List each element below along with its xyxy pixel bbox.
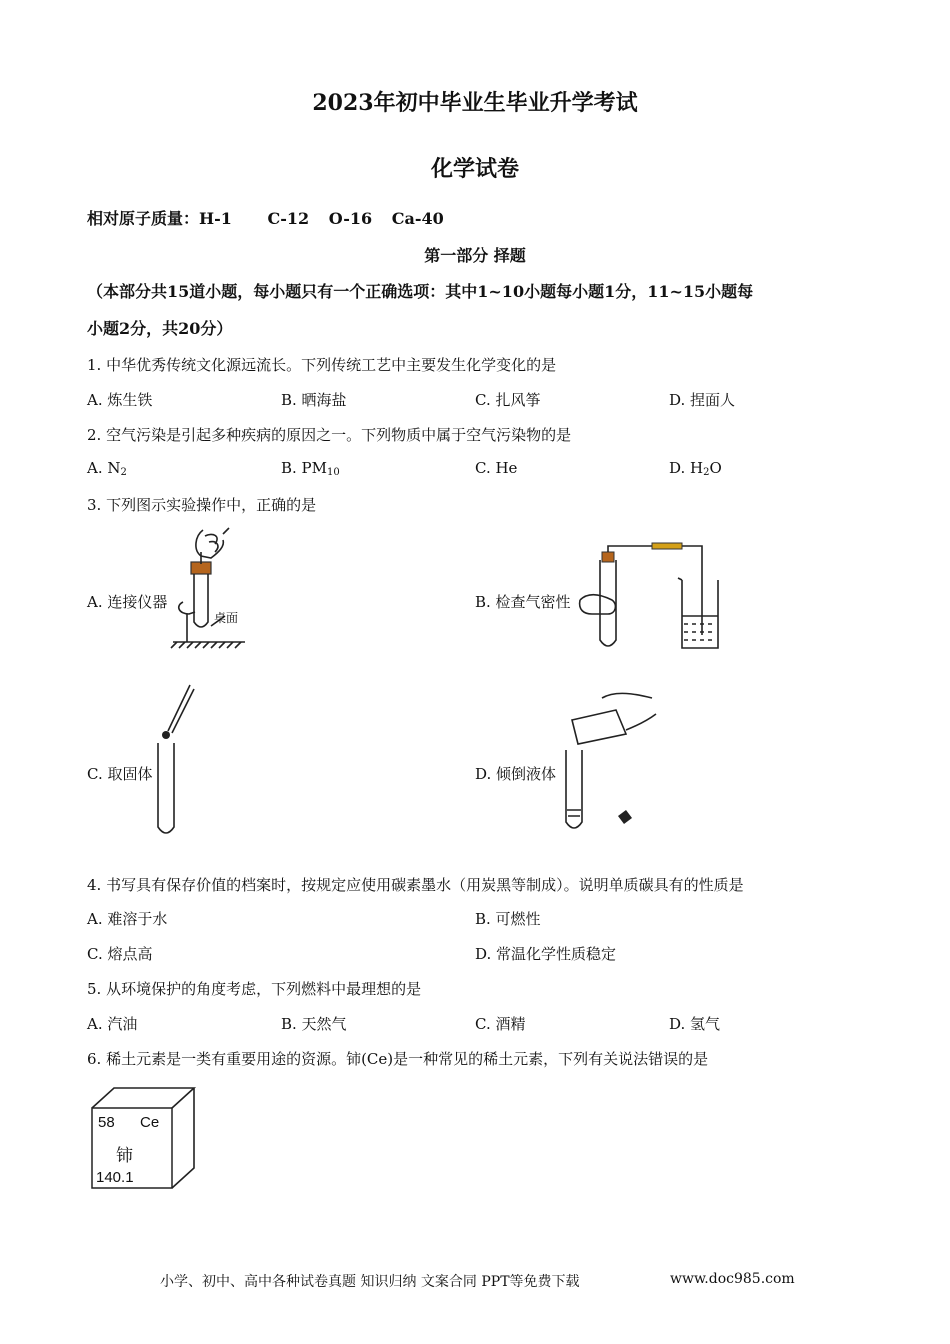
q2-option-d-tail: O <box>709 459 722 477</box>
instructions-line-2: 小题2分，共20分） <box>87 319 233 338</box>
q2-option-a-main: A. N <box>87 459 121 477</box>
q6-stem: 6. 稀土元素是一类有重要用途的资源。铈(Ce)是一种常见的稀土元素，下列有关说法错误的是 <box>87 1050 709 1068</box>
q3a-lower-hand <box>179 602 195 614</box>
q2-stem: 2. 空气污染是引起多种疾病的原因之一。下列物质中属于空气污染物的是 <box>87 426 572 444</box>
q3b-hand <box>580 595 616 614</box>
q3a-desk-label: 桌面 <box>214 611 239 625</box>
part-title: 第一部分 择题 <box>424 246 526 265</box>
q1-option-a[interactable]: A. 炼生铁 <box>87 391 153 409</box>
q3d-reagent-bottle <box>572 710 626 744</box>
q3-stem: 3. 下列图示实验操作中，正确的是 <box>87 496 317 514</box>
subject-title: 化学试卷 <box>430 156 519 182</box>
q5-option-a[interactable]: A. 汽油 <box>87 1015 138 1033</box>
exam-title: 2023年初中毕业生毕业升学考试 <box>312 90 638 116</box>
q2-option-b[interactable] <box>281 459 340 478</box>
q6-atomic-mass: 140.1 <box>96 1169 134 1186</box>
q2-option-d[interactable] <box>669 459 722 478</box>
q3b-beaker <box>678 578 718 648</box>
q3d-bottle-cap <box>618 810 632 824</box>
q3c-solid-particle <box>162 731 170 739</box>
q3b-test-tube <box>600 560 616 646</box>
q3a-glass-tube <box>223 528 229 534</box>
q2-option-c-main: C. He <box>475 459 518 477</box>
q5-stem: 5. 从环境保护的角度考虑，下列燃料中最理想的是 <box>87 980 422 998</box>
q2-option-d-main: D. H <box>669 459 704 477</box>
q5-option-b[interactable]: B. 天然气 <box>281 1015 347 1033</box>
q4-option-a[interactable]: A. 难溶于水 <box>87 910 168 928</box>
q3-figure-a-connect-instrument <box>165 522 255 652</box>
q3-option-d[interactable]: D. 倾倒液体 <box>475 765 557 783</box>
atomic-mass-o: O-16 <box>328 209 373 228</box>
q4-stem: 4. 书写具有保存价值的档案时，按规定应使用碳素墨水（用炭黑等制成）。说明单质碳具有的性质是 <box>87 876 744 894</box>
q1-option-c[interactable]: C. 扎风筝 <box>475 391 541 409</box>
atomic-mass-c: C-12 <box>267 209 310 228</box>
q3c-tweezers <box>168 685 194 733</box>
q2-option-d-sub: 2 <box>703 467 710 478</box>
q3b-stopper <box>602 552 614 562</box>
q4-option-b[interactable]: B. 可燃性 <box>475 910 541 928</box>
q3-figure-b-airtightness <box>578 540 728 655</box>
q1-stem: 1. 中华优秀传统文化源远流长。下列传统工艺中主要发生化学变化的是 <box>87 356 557 374</box>
q6-element-name: 铈 <box>116 1146 133 1166</box>
q4-option-c[interactable]: C. 熔点高 <box>87 945 153 963</box>
q2-option-b-main: B. PM <box>281 459 328 477</box>
q3-option-b[interactable]: B. 检查气密性 <box>475 593 571 611</box>
q1-option-d[interactable]: D. 捏面人 <box>669 391 736 409</box>
q2-option-a-sub: 2 <box>120 467 127 478</box>
q3a-hand-fingers <box>205 534 218 552</box>
atomic-mass-ca: Ca-40 <box>391 209 444 228</box>
q3c-test-tube <box>158 743 174 833</box>
q3-figure-c-take-solid <box>150 683 200 838</box>
q6-atomic-number: 58 <box>98 1114 115 1131</box>
q6-element-symbol: Ce <box>140 1114 160 1131</box>
atomic-mass-label: 相对原子质量： <box>87 209 200 228</box>
q3-option-a[interactable]: A. 连接仪器 <box>87 593 168 611</box>
instructions-line-1: （本部分共15道小题，每小题只有一个正确选项：其中1~10小题每小题1分，11~15小题每 <box>87 282 754 301</box>
footer-text: 小学、初中、高中各种试卷真题 知识归纳 文案合同 PPT等免费下载 <box>160 1274 580 1290</box>
q3b-water <box>682 616 718 640</box>
q2-option-a[interactable] <box>87 459 127 478</box>
q3-figure-d-pour-liquid <box>556 690 666 840</box>
q2-option-c[interactable] <box>475 459 517 477</box>
q5-option-d[interactable]: D. 氢气 <box>669 1015 721 1033</box>
atomic-mass-h: H-1 <box>199 209 232 228</box>
q3b-rubber-connector <box>652 543 682 549</box>
q3a-desk-hatch <box>171 642 241 648</box>
q4-option-d[interactable]: D. 常温化学性质稳定 <box>475 945 617 963</box>
q3b-delivery-tube <box>608 546 702 635</box>
q3a-test-tube <box>194 574 208 627</box>
atomic-mass-line <box>87 206 444 229</box>
q2-option-b-sub: 10 <box>327 467 340 478</box>
q3-option-c[interactable]: C. 取固体 <box>87 765 153 783</box>
q1-option-b[interactable]: B. 晒海盐 <box>281 391 347 409</box>
footer-url[interactable]: www.doc985.com <box>670 1271 795 1287</box>
q5-option-c[interactable]: C. 酒精 <box>475 1015 526 1033</box>
q3d-liquid <box>567 810 581 816</box>
